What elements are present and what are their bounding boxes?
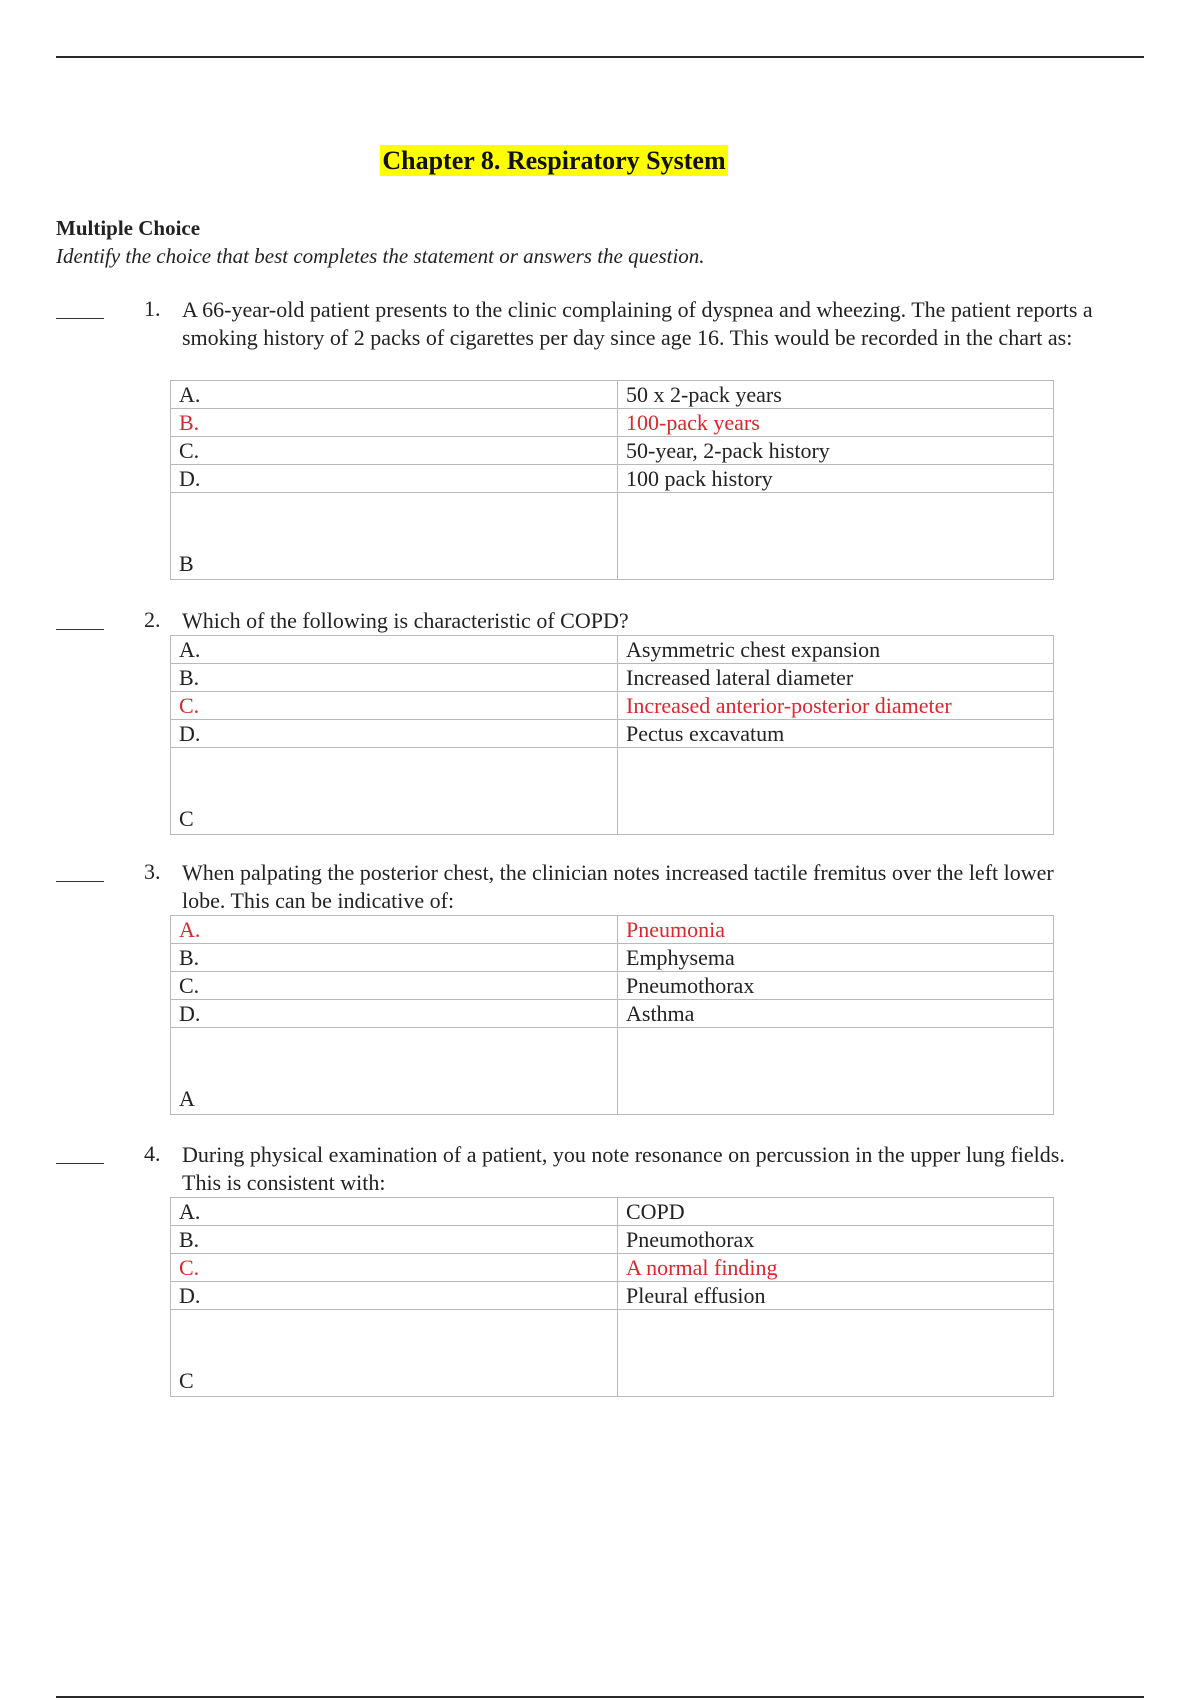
options-table [170, 915, 1054, 1115]
options-table [170, 1197, 1054, 1397]
question-number: 1. [144, 296, 161, 321]
option-row-c[interactable] [171, 692, 1054, 720]
question-number: 2. [144, 607, 161, 632]
option-text: A normal finding [618, 1254, 1054, 1282]
option-letter: A. [171, 636, 618, 664]
option-letter: C. [171, 692, 618, 720]
option-text: Asthma [618, 1000, 1054, 1028]
option-text: 100-pack years [618, 409, 1054, 437]
option-text: Pectus excavatum [618, 720, 1054, 748]
option-letter: B. [171, 664, 618, 692]
answer-key: B [171, 493, 618, 580]
option-letter: D. [171, 720, 618, 748]
page-bottom-rule [56, 1696, 1144, 1698]
page-top-rule [56, 56, 1144, 58]
section-instruction: Identify the choice that best completes the statement or answers the question. [56, 244, 705, 268]
option-row-d[interactable] [171, 465, 1054, 493]
option-row-b[interactable] [171, 409, 1054, 437]
option-letter: A. [171, 381, 618, 409]
option-letter: D. [171, 1282, 618, 1310]
option-row-c[interactable] [171, 437, 1054, 465]
answer-key: C [171, 748, 618, 835]
option-text: 100 pack history [618, 465, 1054, 493]
option-row-a[interactable] [171, 381, 1054, 409]
option-text: Pneumothorax [618, 1226, 1054, 1254]
option-letter: D. [171, 1000, 618, 1028]
answer-blank[interactable] [56, 296, 104, 325]
option-text: Emphysema [618, 944, 1054, 972]
options-table [170, 380, 1054, 580]
option-row-d[interactable] [171, 1282, 1054, 1310]
question-text: During physical examination of a patient, you note resonance on percussion in the upper lung fields. This is consistent with: [182, 1142, 1065, 1195]
option-letter: A. [171, 916, 618, 944]
option-text: Pleural effusion [618, 1282, 1054, 1310]
answer-key: C [171, 1310, 618, 1397]
option-row-b[interactable] [171, 944, 1054, 972]
option-text: 50 x 2-pack years [618, 381, 1054, 409]
option-row-d[interactable] [171, 1000, 1054, 1028]
answer-blank[interactable] [56, 607, 104, 636]
question-number: 4. [144, 1141, 161, 1166]
question-text: When palpating the posterior chest, the clinician notes increased tactile fremitus over the left lower lobe. This can be indicative of: [182, 860, 1054, 913]
option-row-a[interactable] [171, 1198, 1054, 1226]
option-letter: B. [171, 409, 618, 437]
answer-row [171, 493, 1054, 580]
option-text: Increased anterior-posterior diameter [618, 692, 1054, 720]
option-text: Asymmetric chest expansion [618, 636, 1054, 664]
option-row-c[interactable] [171, 1254, 1054, 1282]
question-text: A 66-year-old patient presents to the clinic complaining of dyspnea and wheezing. The patient reports a smoking history of 2 packs of cigarettes per day since age 16. This would be recorded in the chart as: [182, 297, 1093, 350]
option-row-b[interactable] [171, 664, 1054, 692]
option-letter: A. [171, 1198, 618, 1226]
option-text: Increased lateral diameter [618, 664, 1054, 692]
answer-empty-cell [618, 1028, 1054, 1115]
option-text: Pneumonia [618, 916, 1054, 944]
option-row-c[interactable] [171, 972, 1054, 1000]
option-row-b[interactable] [171, 1226, 1054, 1254]
option-row-a[interactable] [171, 636, 1054, 664]
option-letter: D. [171, 465, 618, 493]
answer-row [171, 1310, 1054, 1397]
answer-blank[interactable] [56, 859, 104, 888]
option-letter: B. [171, 1226, 618, 1254]
option-row-d[interactable] [171, 720, 1054, 748]
option-letter: C. [171, 437, 618, 465]
option-text: 50-year, 2-pack history [618, 437, 1054, 465]
answer-blank[interactable] [56, 1141, 104, 1170]
answer-empty-cell [618, 1310, 1054, 1397]
question-number: 3. [144, 859, 161, 884]
answer-empty-cell [618, 748, 1054, 835]
options-table [170, 635, 1054, 835]
answer-row [171, 748, 1054, 835]
answer-key: A [171, 1028, 618, 1115]
option-letter: C. [171, 972, 618, 1000]
option-letter: B. [171, 944, 618, 972]
question-text: Which of the following is characteristic of COPD? [182, 608, 629, 633]
chapter-title: Chapter 8. Respiratory System [382, 146, 726, 175]
option-text: COPD [618, 1198, 1054, 1226]
answer-row [171, 1028, 1054, 1115]
option-row-a[interactable] [171, 916, 1054, 944]
chapter-title-container [0, 146, 1108, 176]
section-heading: Multiple Choice [56, 216, 201, 240]
option-letter: C. [171, 1254, 618, 1282]
option-text: Pneumothorax [618, 972, 1054, 1000]
answer-empty-cell [618, 493, 1054, 580]
